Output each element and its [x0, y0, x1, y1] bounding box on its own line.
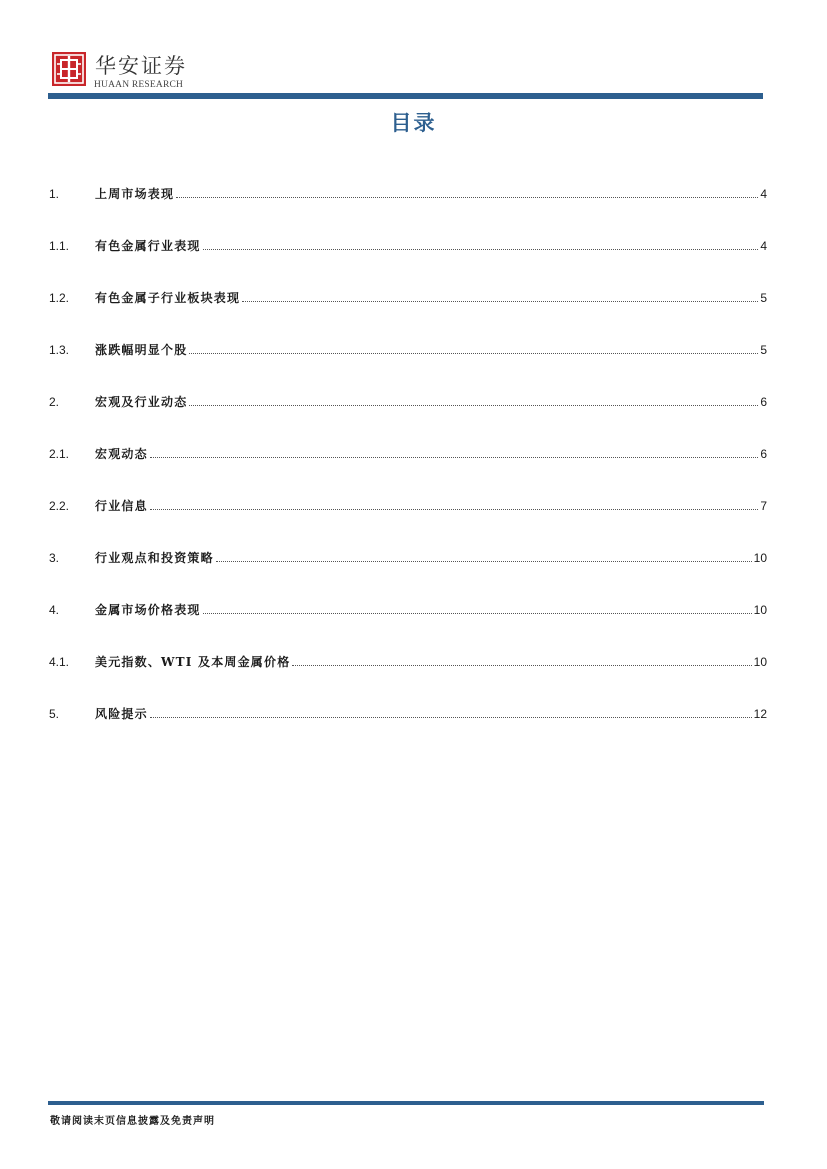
toc-leader-dots: [203, 600, 752, 614]
toc-item-label: 有色金属子行业板块表现: [95, 291, 241, 305]
toc-leader-dots: [203, 236, 759, 250]
toc-item[interactable]: [49, 288, 767, 340]
toc-leader-dots: [150, 704, 752, 718]
toc-item-number: 2.2.: [49, 499, 70, 513]
toc-item-number: 4.1.: [49, 655, 70, 669]
toc-item[interactable]: [49, 184, 767, 236]
footer-divider: [48, 1101, 764, 1105]
toc-item[interactable]: [49, 652, 767, 704]
table-of-contents: [49, 184, 767, 756]
toc-item-page: 10: [753, 655, 767, 669]
toc-item-number: 1.2.: [49, 291, 70, 305]
toc-item-number: 2.1.: [49, 447, 70, 461]
toc-item[interactable]: [49, 704, 767, 756]
toc-item-number: 1.: [49, 187, 60, 201]
toc-item[interactable]: [49, 548, 767, 600]
toc-item-number: 5.: [49, 707, 60, 721]
footer-disclaimer: 敬请阅读末页信息披露及免责声明: [50, 1116, 215, 1127]
toc-item[interactable]: [49, 600, 767, 652]
toc-leader-dots: [176, 184, 758, 198]
toc-item-page: 10: [753, 551, 767, 565]
toc-item-page: 12: [753, 707, 767, 721]
toc-item[interactable]: [49, 236, 767, 288]
toc-item-page: 7: [760, 499, 767, 513]
toc-item-label: 美元指数、WTI 及本周金属价格: [95, 655, 291, 669]
brand-subtitle: HUAAN RESEARCH: [94, 80, 184, 90]
toc-item-label: 宏观及行业动态: [95, 395, 188, 409]
toc-leader-dots: [292, 652, 751, 666]
toc-item-number: 4.: [49, 603, 60, 617]
toc-leader-dots: [150, 444, 759, 458]
toc-item-label: 金属市场价格表现: [95, 603, 201, 617]
page-title: 目录: [390, 111, 437, 135]
toc-item-label: 行业观点和投资策略: [95, 551, 214, 565]
toc-item-label: 上周市场表现: [95, 187, 175, 201]
toc-item-page: 6: [760, 447, 767, 461]
toc-item-page: 4: [760, 187, 767, 201]
toc-item-page: 6: [760, 395, 767, 409]
toc-item-page: 10: [753, 603, 767, 617]
toc-leader-dots: [242, 288, 758, 302]
header-divider: [48, 93, 763, 99]
toc-leader-dots: [150, 496, 759, 510]
toc-item-page: 5: [760, 343, 767, 357]
toc-item-label: 宏观动态: [95, 447, 148, 461]
toc-item[interactable]: [49, 392, 767, 444]
toc-item-label: 有色金属行业表现: [95, 239, 201, 253]
toc-item[interactable]: [49, 496, 767, 548]
toc-item-label: 涨跌幅明显个股: [95, 343, 188, 357]
huaan-logo-icon: [52, 52, 86, 86]
toc-leader-dots: [189, 392, 758, 406]
toc-leader-dots: [216, 548, 752, 562]
toc-leader-dots: [189, 340, 758, 354]
brand-name: 华安证券: [95, 54, 187, 78]
toc-item-number: 1.1.: [49, 239, 70, 253]
toc-item-label: 风险提示: [95, 707, 148, 721]
toc-item-page: 5: [760, 291, 767, 305]
toc-item-label: 行业信息: [95, 499, 148, 513]
toc-item-page: 4: [760, 239, 767, 253]
toc-item[interactable]: [49, 444, 767, 496]
toc-item-number: 2.: [49, 395, 60, 409]
toc-item-number: 3.: [49, 551, 60, 565]
toc-item[interactable]: [49, 340, 767, 392]
toc-item-number: 1.3.: [49, 343, 70, 357]
